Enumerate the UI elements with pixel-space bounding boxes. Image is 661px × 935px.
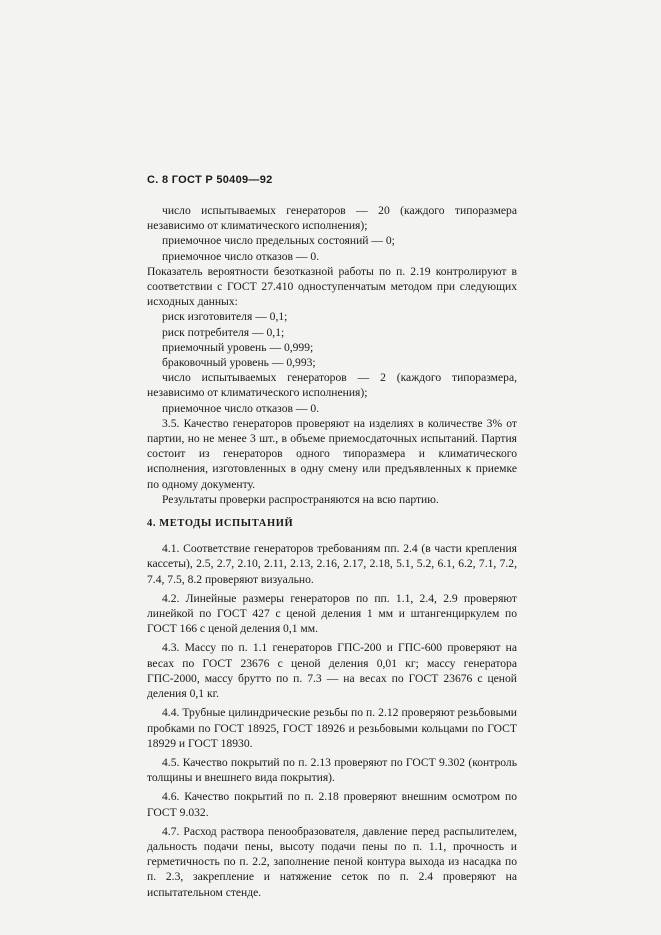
paragraph: 4.3. Массу по п. 1.1 генераторов ГПС-200 и ГПС-600 проверяют на весах по ГОСТ 23676 с ценой деления 0,01 кг; массу генератора ГПС-2000, массу брутто по п. 7.3 — на весах по ГОСТ 23676 с ценой деления 0,1 кг. <box>147 641 517 701</box>
document-body <box>147 203 517 900</box>
page-header: С. 8 ГОСТ Р 50409—92 <box>147 174 273 186</box>
paragraph: Результаты проверки распространяются на всю партию. <box>162 492 439 506</box>
paragraph: 4.6. Качество покрытий по п. 2.18 проверяют внешним осмотром по ГОСТ 9.032. <box>147 790 517 819</box>
paragraph: Показатель вероятности безотказной работы по п. 2.19 контролируют в соответствии с ГОСТ 27.410 одноступенчатым методом при следующих исходных данных: <box>147 264 517 309</box>
paragraph: 4.4. Трубные цилиндрические резьбы по п. 2.12 проверяют резьбовыми пробками по ГОСТ 18925, ГОСТ 18926 и резьбовыми кольцами по ГОСТ 18929 и ГОСТ 18930. <box>147 706 517 750</box>
section-title: 4. МЕТОДЫ ИСПЫТАНИЙ <box>147 518 294 530</box>
paragraph: 4.1. Соответствие генераторов требованиям пп. 2.4 (в части крепления кассеты), 2.5, 2.7, 2.10, 2.11, 2.13, 2.16, 2.17, 2.18, 5.1, 5.2, 6.1, 6.2, 7.1, 7.2, 7.4, 7.5, 8.2 проверяют визуально. <box>147 542 517 586</box>
paragraph: 3.5. Качество генераторов проверяют на изделиях в количестве 3% от партии, но не менее 3 шт., в объеме приемосдаточных испытаний. Партия состоит из генераторов одного типоразмера и климатического исполнения, изготовленных в одну смену или предъявленных к приемке по одному документу. <box>147 416 517 491</box>
paragraph: число испытываемых генераторов — 20 (каждого типоразмера независимо от климатического исполнения); <box>147 204 517 233</box>
paragraph: риск изготовителя — 0,1; <box>162 310 288 324</box>
paragraph: приемочное число предельных состояний — 0; <box>162 234 395 248</box>
paragraph: приемочное число отказов — 0. <box>162 249 320 263</box>
paragraph: 4.2. Линейные размеры генераторов по пп. 1.1, 2.4, 2.9 проверяют линейкой по ГОСТ 427 с ценой деления 1 мм и штангенциркулем по ГОСТ 166 с ценой деления 0,1 мм. <box>147 591 517 636</box>
paragraph: 4.7. Расход раствора пенообразователя, давление перед распылителем, дальность подачи пены, высоту подачи пены по п. 1.1, прочность и герметичность по п. 2.2, заполнение пеной контура выхода из насадка по п. 2.3, закрепление и натяжение сеток по п. 2.4 проверяют на испытательном стенде. <box>147 824 517 899</box>
paragraph: браковочный уровень — 0,993; <box>162 356 316 370</box>
paragraph: приемочный уровень — 0,999; <box>162 340 314 354</box>
paragraph: риск потребителя — 0,1; <box>162 325 285 339</box>
paragraph: число испытываемых генераторов — 2 (каждого типоразмера, независимо от климатического исполнения); <box>147 371 517 400</box>
paragraph: приемочное число отказов — 0. <box>162 401 320 415</box>
paragraph: 4.5. Качество покрытий по п. 2.13 проверяют по ГОСТ 9.302 (контроль толщины и внешнего вида покрытия). <box>147 755 517 785</box>
